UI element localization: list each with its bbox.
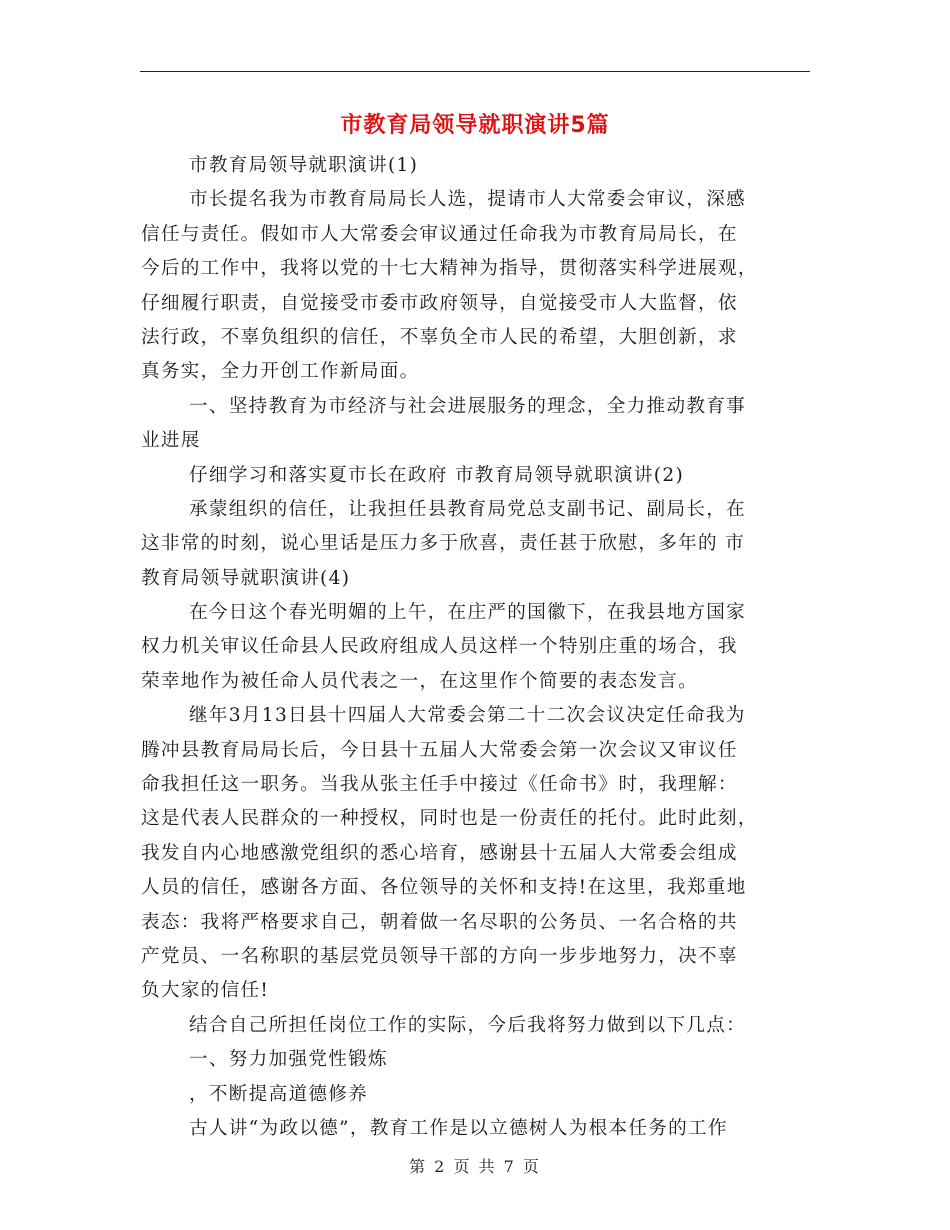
text-line: 市教育局领导就职演讲(1) [189,155,419,176]
text-line: 市长提名我为市教育局局长人选，提请市人大常委会审议，深感 [189,189,747,211]
document-title: 市教育局领导就职演讲5篇 [340,113,610,138]
text-line: 结合自己所担任岗位工作的实际，今后我将努力做到以下几点： [189,1014,747,1036]
text-line: 在今日这个春光明媚的上午，在庄严的国徽下，在我县地方国家 [189,602,747,624]
text-line: 权力机关审议任命县人民政府组成人员这样一个特别庄重的场合，我 [141,636,738,658]
header-rule [140,71,810,72]
text-line: 人员的信任，感谢各方面、各位领导的关怀和支持!在这里，我郑重地 [141,877,747,899]
text-line: 信任与责任。假如市人大常委会审议通过任命我为市教育局局长，在 [141,223,738,245]
page-footer: 第 2 页 共 7 页 [409,1157,541,1176]
text-line: 继年3月13日县十四届人大常委会第二十二次会议决定任命我为 [189,705,746,727]
text-line: 真务实，全力开创工作新局面。 [141,361,420,383]
text-line: ，不断提高道德修养 [189,1083,369,1105]
text-line: 这非常的时刻，说心里话是压力多于欣喜，责任甚于欣慰，多年的 市 [141,533,746,555]
text-line: 教育局领导就职演讲(4) [141,567,351,589]
text-line: 这是代表人民群众的一种授权，同时也是一份责任的托付。此时此刻， [141,808,758,830]
text-line: 产党员、一名称职的基层党员领导干部的方向一步步地努力，决不辜 [141,945,738,967]
text-line: 表态：我将严格要求自己，朝着做一名尽职的公务员、一名合格的共 [141,911,738,933]
text-line: 仔细学习和落实夏市长在政府 市教育局领导就职演讲(2) [189,464,685,486]
text-line: 古人讲“为政以德”，教育工作是以立德树人为根本任务的工作 [189,1117,728,1139]
text-line: 荣幸地作为被任命人员代表之一，在这里作个简要的表态发言。 [141,670,699,692]
text-line: 一、坚持教育为市经济与社会进展服务的理念，全力推动教育事 [189,395,747,417]
document-body [141,149,811,1146]
text-line: 一、努力加强党性锻炼 [189,1049,388,1071]
text-line: 腾冲县教育局局长后，今日县十五届人大常委会第一次会议又审议任 [141,739,738,761]
text-line: 我发自内心地感激党组织的悉心培育，感谢县十五届人大常委会组成 [141,842,738,864]
text-line: 今后的工作中，我将以党的十七大精神为指导，贯彻落实科学进展观， [141,258,758,280]
text-line: 法行政，不辜负组织的信任，不辜负全市人民的希望，大胆创新，求 [141,326,738,348]
text-line: 命我担任这一职务。当我从张主任手中接过《任命书》时，我理解： [141,774,738,796]
text-line: 业进展 [141,430,201,452]
text-line: 承蒙组织的信任，让我担任县教育局党总支副书记、副局长，在 [189,498,747,520]
text-line: 仔细履行职责，自觉接受市委市政府领导，自觉接受市人大监督，依 [141,292,738,314]
text-line: 负大家的信任! [141,980,270,1002]
